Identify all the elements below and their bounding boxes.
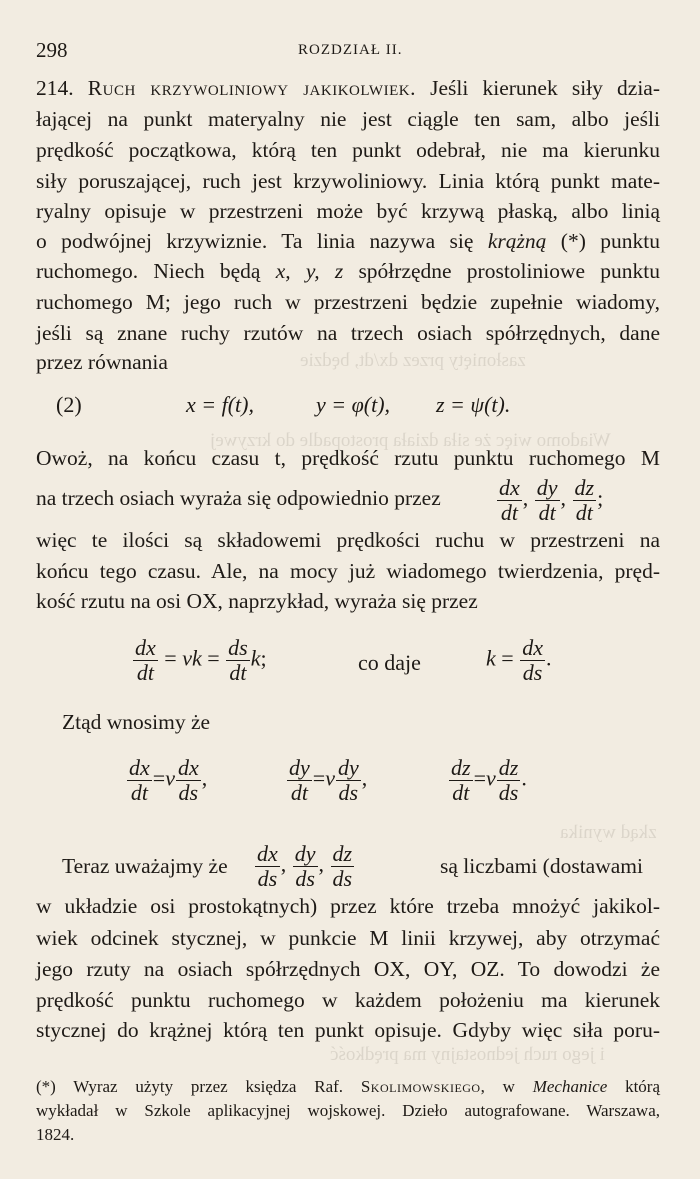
equation-directions: $\frac{dx}{dt}$ =v $\frac{dx}{ds}$ , $\frac{dy}{dt}$ =v $\frac{dy}{ds}$ , $\frac{dz}{dt}$ =v $\frac{dz}{ds}$ . [129,755,527,806]
text-line: stycznej do krążnej którą ten punkt opisuje. Gdyby więc siła poru- [36,1018,660,1042]
text-line: prędkość punktu ruchomego w każdem położeniu ma kierunek [36,988,660,1012]
text-line: Teraz uważajmy że $\frac{dx}{ds}$ , $\frac{dy}{ds}$ , $\frac{dz}{ds}$ są liczbami (dostawami [62,841,643,892]
text-line: jeśli są znane ruchy rzutów na trzech osiach spółrzędnych, dane [36,321,660,345]
text-line: kość rzutu na osi OX, naprzykład, wyraża się przez [36,589,478,613]
show-through-text: Wiadomo więc że siła działa prostopadle do krzywej [210,430,611,451]
direction-cosines: $\frac{dx}{ds}$ , $\frac{dy}{ds}$ , $\frac{dz}{ds}$ [257,841,353,892]
show-through-text: zkąd wynika [560,822,657,843]
text-line: końcu tego czasu. Ale, na mocy już wiadomego twierdzenia, pręd- [36,559,660,583]
show-through-text: zasłonięty przez dx/dt, będzie [300,350,526,371]
velocity-components: $\frac{dx}{dt}$ , $\frac{dy}{dt}$ , $\frac{dz}{dt}$ ; [499,475,604,526]
text-line: o podwójnej krzywiznie. Ta linia nazywa się krążną (*) punktu [36,229,661,253]
text-line: przez równania [36,350,168,374]
show-through-text: i jego ruch jednostajny ma prędkość [330,1044,605,1065]
footnote-line: (*) Wyraz użyty przez księdza Raf. Skolimowskiego, w Mechanice którą [36,1077,660,1096]
text-line: więc te ilości są składowemi prędkości ruchu w przestrzeni na [36,528,660,552]
page-header [36,38,660,62]
section-title: Ruch krzywoliniowy jakikolwiek. [87,76,416,100]
equation-label: (2) [56,392,82,417]
text-line: siły poruszającej, ruch jest krzywoliniowy. Linia którą punkt mate- [36,169,660,193]
footnote-line: wykładał w Szkole aplikacyjnej wojskowej. Dzieło autografowane. Warszawa, [36,1101,660,1120]
text-line: w układzie osi prostokątnych) przez które trzeba mnożyć jakikol- [36,894,660,918]
text-line: Owoż, na końcu czasu t, prędkość rzutu punktu ruchomego M [36,446,660,470]
text-line: prędkość początkowa, którą ten punkt odebrał, nie ma kierunku [36,138,660,162]
running-head: ROZDZIAŁ II. [298,42,403,58]
page-number: 298 [36,38,68,62]
text-line: wiek odcinek stycznej, w punkcie M linii krzywej, aby otrzymać [36,926,660,950]
text-line: łającej na punkt materyalny nie jest ciągle ten sam, albo jeśli [36,107,660,131]
equation-2: (2) x = f(t), y = φ(t), z = ψ(t). [56,392,511,417]
text-line: jego rzuty na osiach spółrzędnych OX, OY, OZ. To dowodzi że [36,957,660,981]
text-line: Ztąd wnosimy że [62,710,211,734]
text-line: ruchomego M; jego ruch w przestrzeni będzie zupełnie wiadomy, [36,290,660,314]
text-line: na trzech osiach wyraża się odpowiednio przez $\frac{dx}{dt}$ , $\frac{dy}{dt}$ , $\frac{dz}{dt}$ ; [36,475,604,526]
text-line: ruchomego. Niech będą x, y, z spółrzędne prostoliniowe punktu [36,259,660,283]
equation-vk: $\frac{dx}{dt}$ = vk = $\frac{ds}{dt}$ k; co daje k = $\frac{dx}{ds}$ . [135,635,552,686]
text-line: 214. Ruch krzywoliniowy jakikolwiek. Jeśli kierunek siły dzia- [36,76,661,100]
section-number: 214. [36,76,74,100]
defined-term: krążną [487,229,547,253]
text-line: ryalny opisuje w przestrzeni może być krzywą płaską, albo linią [36,199,660,223]
footnote-line: 1824. [36,1125,75,1144]
